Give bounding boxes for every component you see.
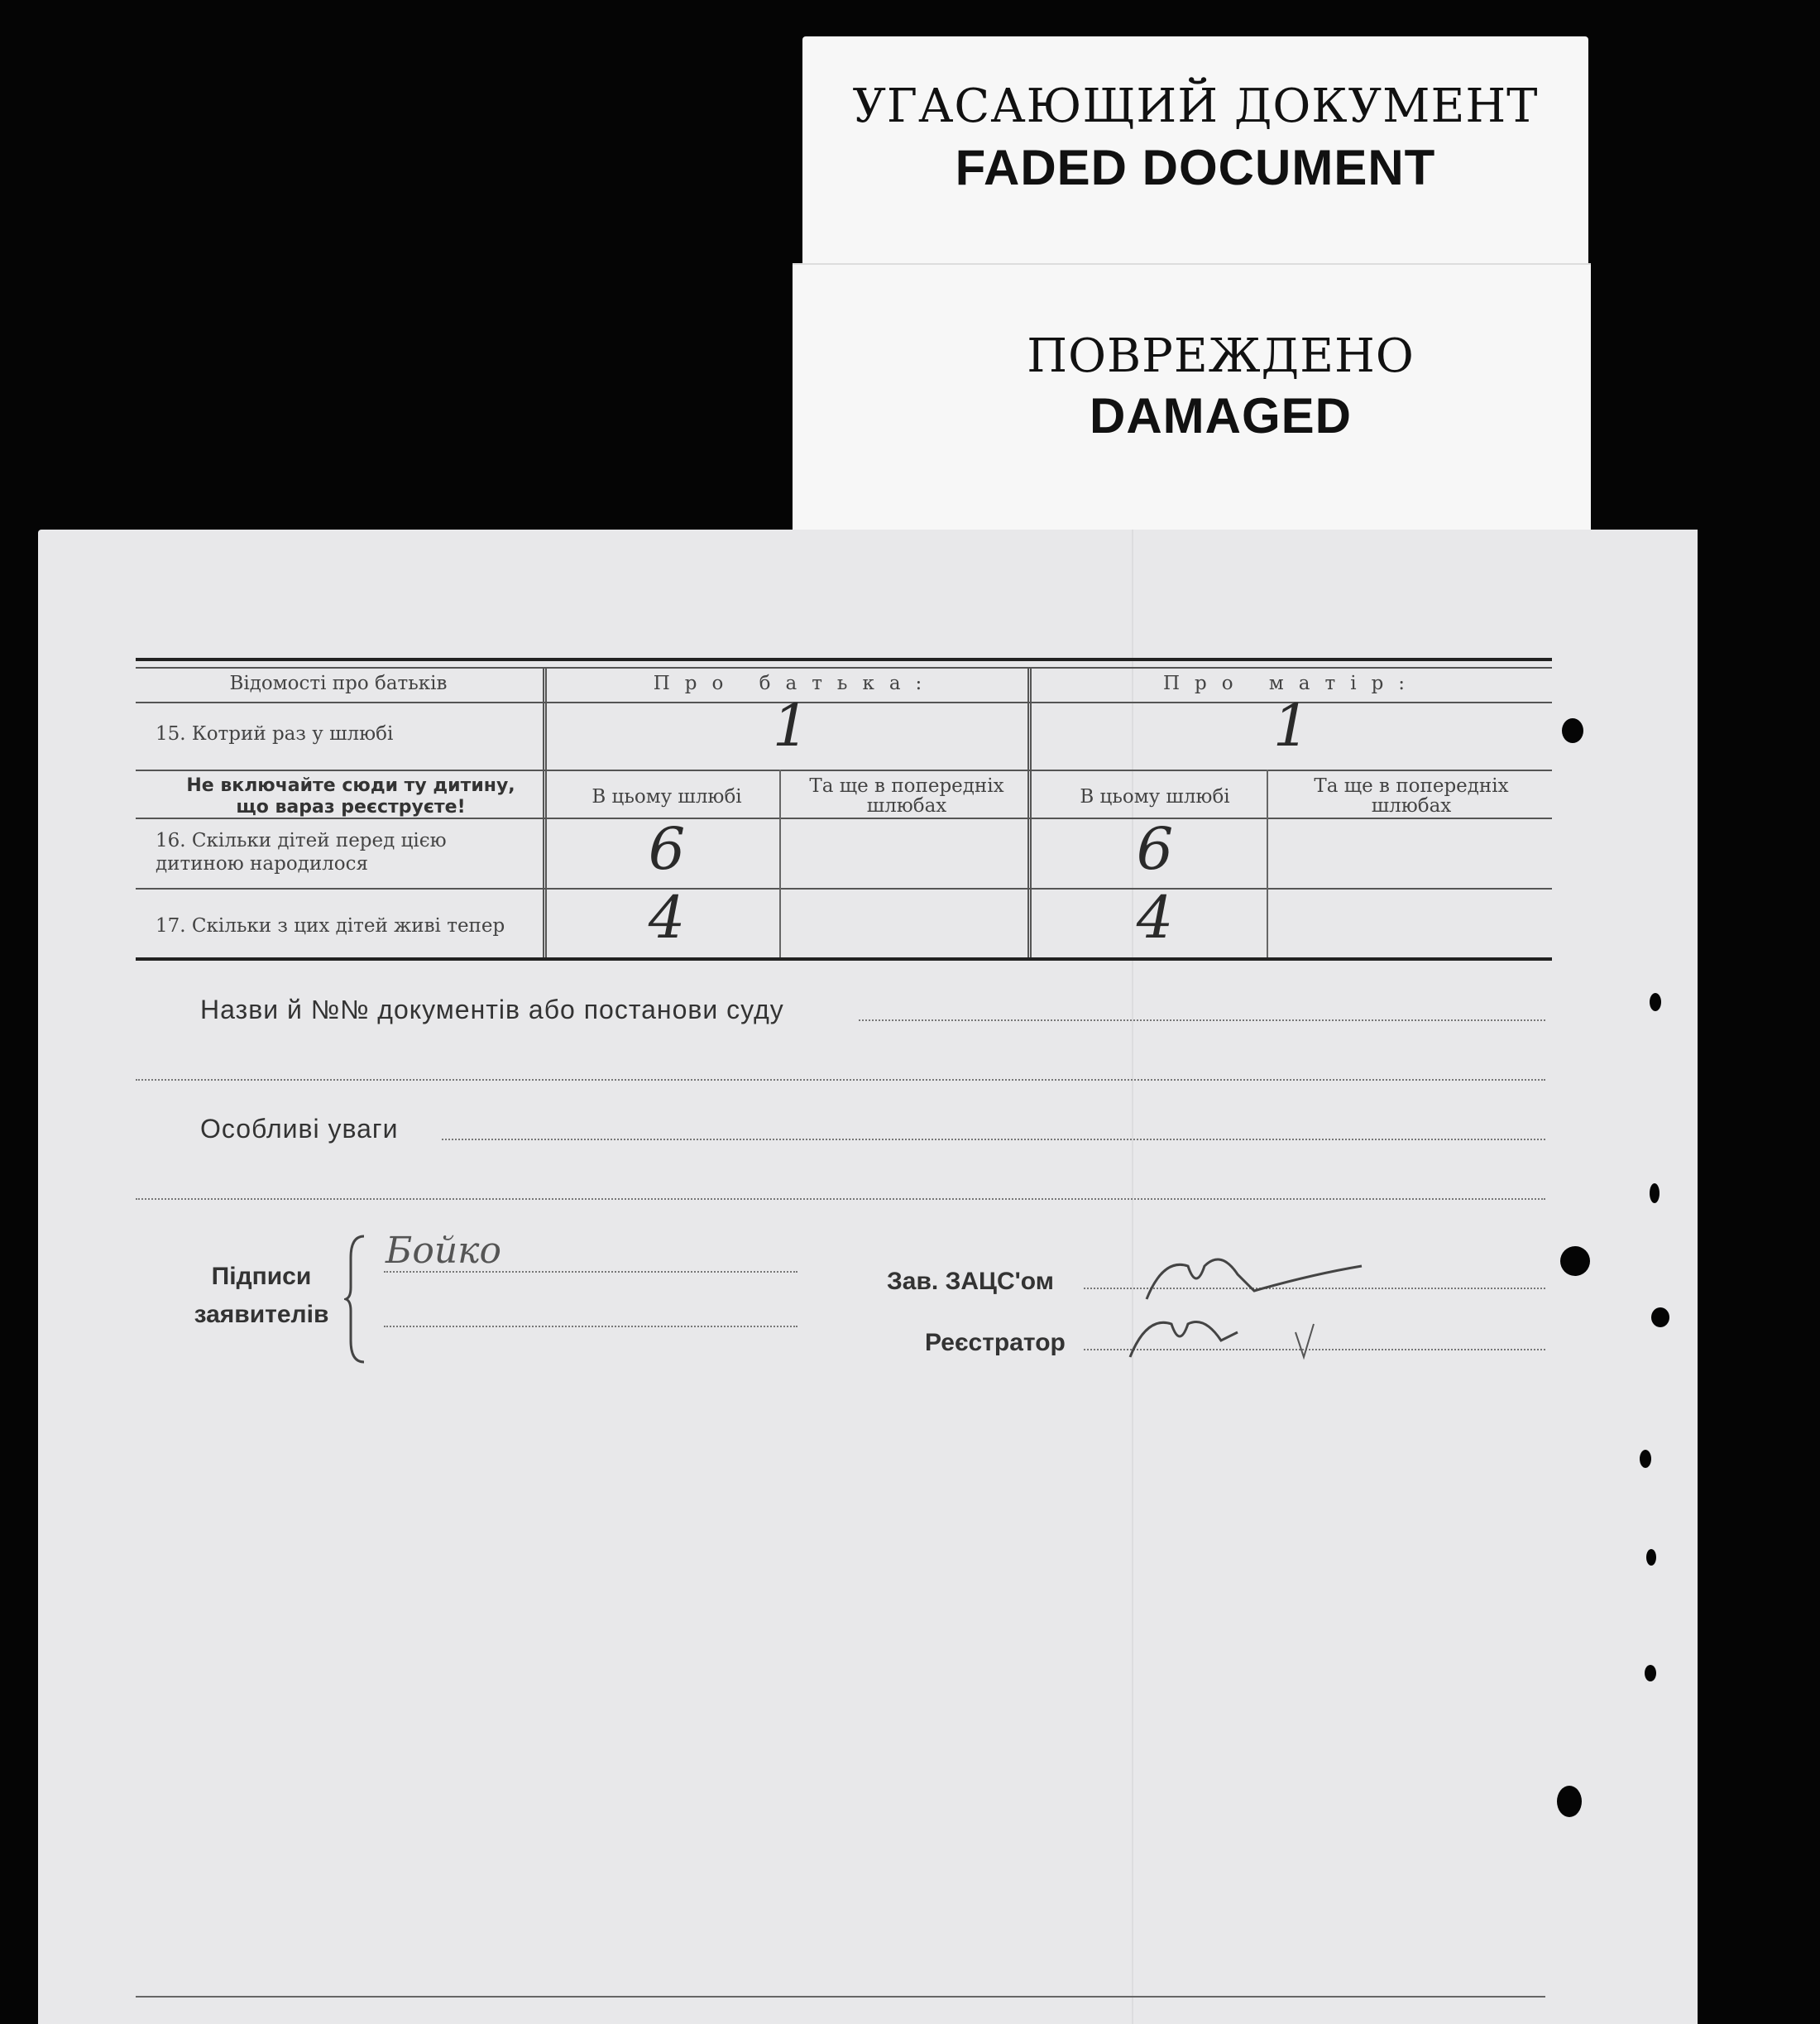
signature-line-2 bbox=[384, 1326, 797, 1327]
row17-mother-this: 4 bbox=[1136, 884, 1174, 952]
damaged-label-ru: ПОВРЕЖДЕНО bbox=[1027, 329, 1415, 383]
row16-label-line2: дитиною народилося bbox=[156, 853, 369, 875]
binding-hole bbox=[1646, 1549, 1656, 1566]
header-parents-info: Відомості про батьків bbox=[229, 673, 448, 694]
binding-hole bbox=[1650, 993, 1661, 1011]
mother-previous-header-line1: Та ще в попередніх bbox=[1314, 775, 1509, 797]
binding-hole bbox=[1645, 1665, 1656, 1681]
signature-line-1 bbox=[384, 1271, 797, 1273]
father-this-marriage-header: В цьому шлюбі bbox=[592, 786, 742, 808]
row16-label-line1: 16. Скільки дітей перед цією bbox=[156, 830, 447, 851]
mother-this-marriage-header: В цьому шлюбі bbox=[1080, 786, 1230, 808]
row15-mother-value: 1 bbox=[1272, 692, 1310, 760]
header-father: Про батька: bbox=[653, 673, 937, 694]
mother-previous-header-line2: шлюбах bbox=[1371, 795, 1452, 817]
applicant-signature: Бойко bbox=[386, 1230, 501, 1272]
row15-label: 15. Котрий раз у шлюбі bbox=[156, 723, 394, 745]
notes-field-label: Особливі уваги bbox=[200, 1114, 399, 1144]
binding-hole bbox=[1562, 718, 1583, 743]
faded-label-en: FADED DOCUMENT bbox=[955, 140, 1436, 195]
signatures-brace bbox=[344, 1233, 369, 1365]
faded-document-label bbox=[802, 36, 1588, 285]
notes-line-2 bbox=[136, 1198, 1545, 1200]
bottom-rule bbox=[136, 1996, 1545, 1998]
father-previous-header-line2: шлюбах bbox=[866, 795, 947, 817]
exclude-note-line1: Не включайте сюди ту дитину, bbox=[186, 775, 515, 796]
documents-line-2 bbox=[136, 1079, 1545, 1081]
father-previous-header-line1: Та ще в попередніх bbox=[809, 775, 1004, 797]
notes-line-1 bbox=[442, 1139, 1545, 1140]
row15-father-value: 1 bbox=[772, 692, 810, 760]
exclude-note-line2: що вараз реєструєте! bbox=[236, 797, 466, 818]
row17-label: 17. Скільки з цих дітей живі тепер bbox=[156, 915, 505, 937]
registrar-label: Реєстратор bbox=[925, 1329, 1066, 1356]
header-mother: Про матір: bbox=[1162, 673, 1420, 694]
zags-head-label: Зав. ЗАЦС'ом bbox=[887, 1268, 1054, 1295]
binding-hole bbox=[1650, 1183, 1660, 1203]
row16-father-this: 6 bbox=[648, 815, 686, 883]
faded-label-ru: УГАСАЮЩИЙ ДОКУМЕНТ bbox=[852, 79, 1539, 133]
damaged-document-label bbox=[793, 263, 1591, 540]
binding-hole bbox=[1560, 1246, 1590, 1276]
signatures-label-line2: заявителів bbox=[194, 1301, 329, 1328]
row16-mother-this: 6 bbox=[1136, 815, 1174, 883]
official-handwritten-signatures bbox=[1097, 1241, 1411, 1374]
binding-hole bbox=[1651, 1307, 1669, 1327]
row17-father-this: 4 bbox=[648, 884, 686, 952]
form-page bbox=[38, 530, 1698, 2024]
signatures-label-line1: Підписи bbox=[211, 1263, 312, 1290]
damaged-label-en: DAMAGED bbox=[1090, 388, 1352, 444]
documents-field-label: Назви й №№ документів або постанови суду bbox=[200, 995, 784, 1024]
binding-hole bbox=[1557, 1786, 1582, 1817]
documents-line-1 bbox=[859, 1019, 1545, 1021]
binding-hole bbox=[1640, 1450, 1651, 1468]
